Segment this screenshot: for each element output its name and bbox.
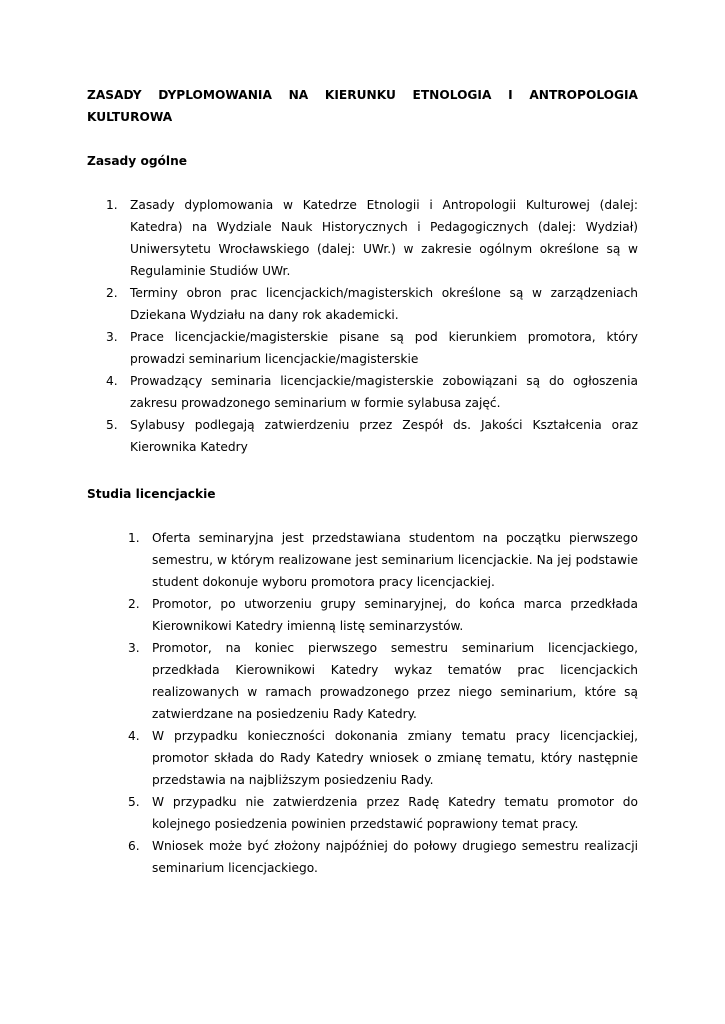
list-item-number: 3. (128, 641, 140, 655)
list-item-number: 4. (128, 729, 140, 743)
list-item (87, 326, 638, 370)
list-item-text: Prowadzący seminaria licencjackie/magisterskie zobowiązani są do ogłoszenia zakresu prowadzonego seminarium w formie sylabusa zajęć. (130, 374, 638, 410)
list-item-number: 5. (128, 795, 140, 809)
list-item (87, 414, 638, 458)
list-item-text: Wniosek może być złożony najpóźniej do połowy drugiego semestru realizacji seminarium licencjackiego. (152, 839, 638, 875)
list-item (110, 637, 638, 725)
list-item-number: 2. (128, 597, 140, 611)
document-title: ZASADY DYPLOMOWANIA NA KIERUNKU ETNOLOGIA I ANTROPOLOGIA KULTUROWA (87, 88, 638, 124)
list-item (110, 593, 638, 637)
list-item-number: 1. (106, 198, 118, 212)
list-item-number: 6. (128, 839, 140, 853)
list-item-number: 3. (106, 330, 118, 344)
list-item-number: 4. (106, 374, 118, 388)
bachelor-rules-list (110, 527, 638, 879)
list-item-text: Prace licencjackie/magisterskie pisane są pod kierunkiem promotora, który prowadzi seminarium licencjackie/magisterskie (130, 330, 638, 366)
list-item-text: Sylabusy podlegają zatwierdzeniu przez Zespół ds. Jakości Kształcenia oraz Kierownika Katedry (130, 418, 638, 454)
list-item-text: Promotor, po utworzeniu grupy seminaryjnej, do końca marca przedkłada Kierownikowi Katedry imienną listę seminarzystów. (152, 597, 638, 633)
list-item (87, 282, 638, 326)
list-item-text: W przypadku nie zatwierdzenia przez Radę Katedry tematu promotor do kolejnego posiedzenia powinien przedstawić poprawiony temat pracy. (152, 795, 638, 831)
general-rules-list (87, 194, 638, 458)
section-heading-bachelor: Studia licencjackie (87, 487, 216, 501)
list-item (110, 835, 638, 879)
list-item-text: Promotor, na koniec pierwszego semestru seminarium licencjackiego, przedkłada Kierownikowi Katedry wykaz tematów prac licencjackich realizowanych w ramach prowadzonego przez niego seminarium, które są zatwierdzane na posiedzeniu Rady Katedry. (152, 641, 638, 721)
list-item-number: 1. (128, 531, 140, 545)
list-item-text: Oferta seminaryjna jest przedstawiana studentom na początku pierwszego semestru, w którym realizowane jest seminarium licencjackie. Na jej podstawie student dokonuje wyboru promotora pracy licencjackiej. (152, 531, 638, 589)
list-item (87, 194, 638, 282)
list-item-number: 2. (106, 286, 118, 300)
list-item (110, 725, 638, 791)
list-item-text: Terminy obron prac licencjackich/magisterskich określone są w zarządzeniach Dziekana Wydziału na dany rok akademicki. (130, 286, 638, 322)
list-item-text: Zasady dyplomowania w Katedrze Etnologii i Antropologii Kulturowej (dalej: Katedra) na Wydziale Nauk Historycznych i Pedagogicznych (dalej: Wydział) Uniwersytetu Wrocławskiego (dalej: UWr.) w zakresie ogólnym określone są w Regulaminie Studiów UWr. (130, 198, 638, 278)
section-heading-general: Zasady ogólne (87, 154, 188, 168)
list-item-number: 5. (106, 418, 118, 432)
list-item (110, 791, 638, 835)
list-item (87, 370, 638, 414)
list-item-text: W przypadku konieczności dokonania zmiany tematu pracy licencjackiej, promotor składa do Rady Katedry wniosek o zmianę tematu, który następnie przedstawia na najbliższym posiedzeniu Rady. (152, 729, 638, 787)
list-item (110, 527, 638, 593)
